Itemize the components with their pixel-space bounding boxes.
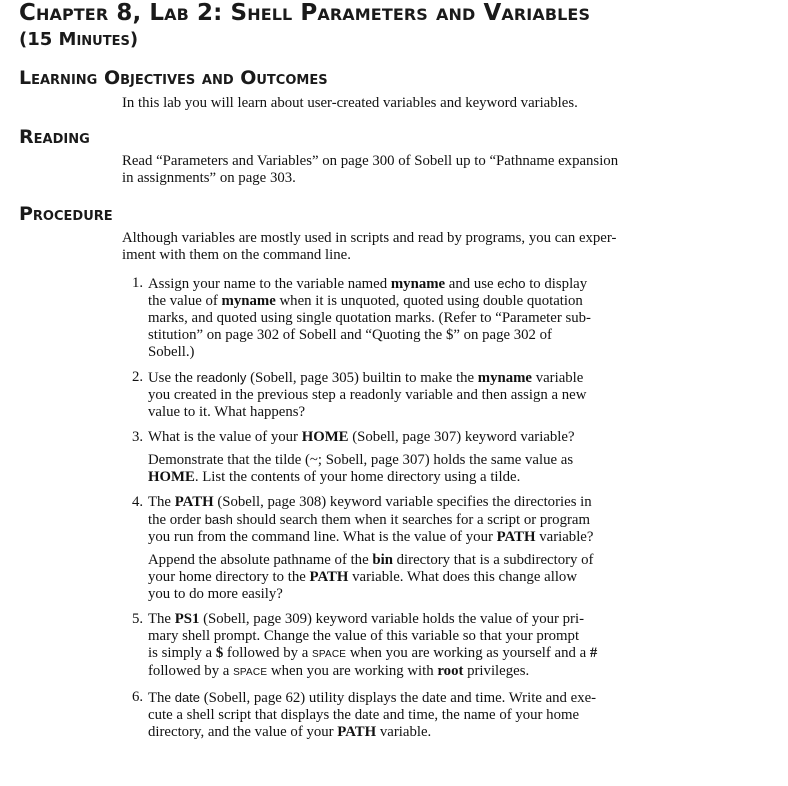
prompt-symbol: $ <box>215 645 224 661</box>
list-item <box>122 611 622 681</box>
user-name: root <box>437 663 464 679</box>
key-name: SPACE <box>312 649 347 660</box>
variable-name: myname <box>390 276 446 292</box>
item-number: 3. <box>132 429 144 445</box>
variable-name: PATH <box>309 569 349 585</box>
procedure-list <box>122 275 622 749</box>
item-paragraph: The date (Sobell, page 62) utility displays the date and time. Write and exe- cute a shell script that displays the date and time, the name of your home directory, and the value of your PATH variable. <box>148 690 597 740</box>
item-paragraph: Append the absolute pathname of the bin directory that is a subdirectory of your home directory to the PATH variable. What does this change allow you to do more easily? <box>148 552 594 602</box>
procedure-heading: Procedure <box>19 203 113 225</box>
list-item <box>122 494 622 603</box>
item-paragraph: The PATH (Sobell, page 308) keyword variable specifies the directories in the order bash should search them when it searches for a script or program you run from the command line. What is the value of your PATH variable? <box>148 494 594 545</box>
prompt-symbol: # <box>589 645 598 661</box>
reading-heading: Reading <box>19 126 90 148</box>
reading-line: Read “Parameters and Variables” on page 300 of Sobell up to “Pathname expansion <box>122 153 619 169</box>
key-name: SPACE <box>233 667 268 678</box>
item-number: 6. <box>132 689 144 705</box>
variable-name: PATH <box>174 494 214 510</box>
list-item <box>122 429 622 486</box>
list-item <box>122 275 622 361</box>
objectives-heading: Learning Objectives and Outcomes <box>19 67 328 89</box>
objectives-text: In this lab you will learn about user-created variables and keyword variables. <box>122 95 578 111</box>
intro-line: Although variables are mostly used in scripts and read by programs, you can exper- <box>122 230 617 246</box>
reading-text <box>122 153 652 187</box>
item-paragraph: What is the value of your HOME (Sobell, page 307) keyword variable? <box>148 429 575 445</box>
item-paragraph: Use the readonly (Sobell, page 305) builtin to make the myname variable you created in the previous step a readonly variable and then assign a new value to it. What happens? <box>148 370 587 420</box>
chapter-duration: (15 Minutes) <box>19 29 139 50</box>
variable-name: PATH <box>496 529 536 545</box>
item-paragraph: Assign your name to the variable named myname and use echo to display the value of myname when it is unquoted, quoted using double quotation marks, and quoted using single quotation marks. (Refer to “Parameter sub- stitution” on page 302 of Sobell and “Quoting the $” on page 302 of Sobell.) <box>148 276 591 360</box>
command-name: readonly <box>196 370 247 385</box>
variable-name: myname <box>477 370 532 386</box>
command-name: date <box>174 690 201 705</box>
item-number: 2. <box>132 369 144 385</box>
chapter-title: Chapter 8, Lab 2: Shell Parameters and Variables <box>19 0 591 26</box>
variable-name: myname <box>221 293 276 309</box>
intro-line: iment with them on the command line. <box>122 247 351 263</box>
variable-name: PS1 <box>174 611 200 627</box>
variable-name: HOME <box>301 429 349 445</box>
item-paragraph: Demonstrate that the tilde (~; Sobell, page 307) holds the same value as HOME. List the contents of your home directory using a tilde. <box>148 452 574 485</box>
command-name: bash <box>204 512 233 527</box>
list-item <box>122 369 622 421</box>
item-paragraph: The PS1 (Sobell, page 309) keyword variable holds the value of your pri- mary shell prompt. Change the value of this variable so that your prompt is simply a $ followed by a SPACE when you are working as yourself and a # followed by a SPACE when you are working with root privileges. <box>148 611 598 679</box>
reading-line: in assignments” on page 303. <box>122 170 296 186</box>
variable-name: PATH <box>337 724 377 740</box>
item-number: 1. <box>132 275 144 291</box>
procedure-intro <box>122 230 652 264</box>
item-number: 4. <box>132 494 144 510</box>
variable-name: HOME <box>148 469 195 485</box>
command-name: echo <box>497 276 526 291</box>
list-item <box>122 689 622 741</box>
item-number: 5. <box>132 611 144 627</box>
directory-name: bin <box>372 552 393 568</box>
